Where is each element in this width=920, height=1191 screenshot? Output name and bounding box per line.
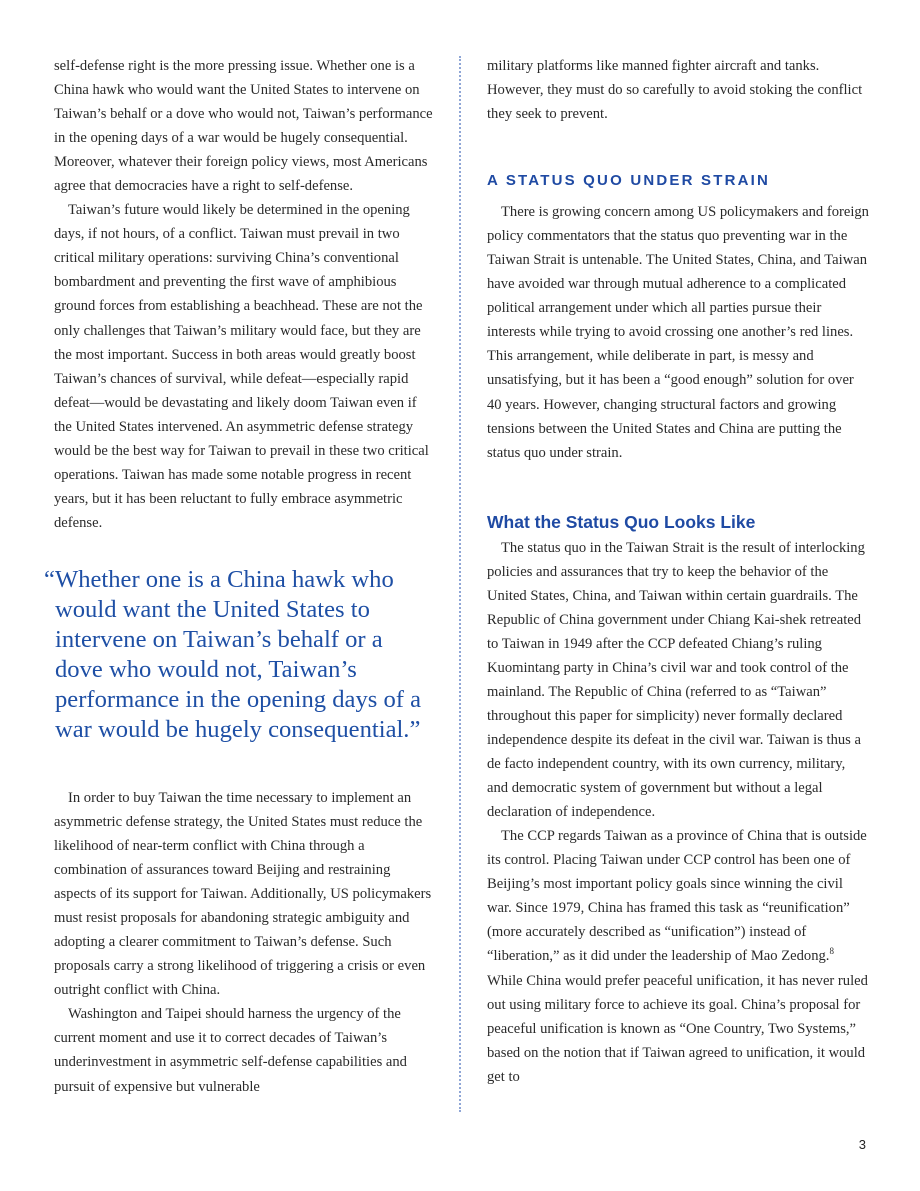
column-divider	[459, 56, 461, 1112]
body-paragraph: In order to buy Taiwan the time necessary to implement an asymmetric defense strategy, the United States must reduce the likelihood of near-term conflict with China through a combination of assurances toward Beijing and restraining aspects of its support for Taiwan. Additionally, US policymakers must resist proposals for abandoning strategic ambiguity and adopting a clearer commitment to Taiwan’s defense. Such proposals carry a strong likelihood of triggering a crisis or even outright conflict with China.	[54, 789, 432, 999]
pull-quote	[44, 565, 436, 745]
subsection-heading: What the Status Quo Looks Like	[487, 511, 756, 532]
body-paragraph: Washington and Taipei should harness the urgency of the current moment and use it to correct decades of Taiwan’s underinvestment in asymmetric self-defense capabilities and pursuit of expensive but vulnerable	[54, 1006, 407, 1095]
section-heading: A STATUS QUO UNDER STRAIN	[487, 172, 771, 190]
paragraph-text: The CCP regards Taiwan as a province of China that is outside its control. Placing Taiwan under CCP control has been one of Beijing’s most important policy goals since winning the civil war. Since 1979, China has framed this task as “reunification” (more accurately described as “unification”) instead of “liberation,” as it did under the leadership of Mao Zedong.	[487, 828, 867, 965]
right-column	[487, 54, 869, 1089]
body-paragraph	[487, 824, 869, 1089]
page-number: 3	[858, 1137, 866, 1152]
pull-quote-open-mark: “	[44, 565, 55, 593]
footnote-reference[interactable]: 8	[829, 946, 834, 957]
body-paragraph: self-defense right is the more pressing issue. Whether one is a China hawk who would want the United States to intervene on Taiwan’s behalf or a dove who would not, Taiwan’s performance in the opening days of a war would be hugely consequential. Moreover, whatever their foreign policy views, most Americans agree that democracies have a right to self-defense.	[54, 58, 433, 195]
body-paragraph: There is growing concern among US policymakers and foreign policy commentators that the status quo preventing war in the Taiwan Strait is untenable. The United States, China, and Taiwan have avoided war through mutual adherence to a complicated political arrangement under which all parties pursue their interests while trying to avoid crossing one another’s red lines. This arrangement, while deliberate in part, is messy and unsatisfying, but it has been a “good enough” solution for over 40 years. However, changing structural factors and growing tensions between the United States and China are putting the status quo under strain.	[487, 204, 869, 461]
body-paragraph: Taiwan’s future would likely be determined in the opening days, if not hours, of a conflict. Taiwan must prevail in two critical military operations: surviving China’s conventional bombardment and preventing the first wave of amphibious ground forces from establishing a beachhead. These are not the only challenges that Taiwan’s military would face, but they are the most important. Success in both areas would greatly boost Taiwan’s chances of survival, while defeat—especially rapid defeat—would be devastating and likely doom Taiwan even if the United States intervened. An asymmetric defense strategy would be the best way for Taiwan to prevail in these two critical operations. Taiwan has made some notable progress in recent years, but it has been reluctant to fully embrace asymmetric defense.	[54, 202, 429, 531]
paragraph-text: While China would prefer peaceful unification, it has never ruled out using military force to achieve its goal. China’s proposal for peaceful unification is known as “One Country, Two Systems,” based on the notion that if Taiwan agreed to unification, it would get to	[487, 972, 868, 1085]
body-paragraph: The status quo in the Taiwan Strait is the result of interlocking policies and assurances that try to keep the behavior of the United States, China, and Taiwan within certain guardrails. The Republic of China government under Chiang Kai-shek retreated to Taiwan in 1949 after the CCP defeated Chiang’s ruling Kuomintang party in China’s civil war and took control of the mainland. The Republic of China (referred to as “Taiwan” throughout this paper for simplicity) never formally declared independence despite its defeat in the civil war. Taiwan is thus a de facto independent country, with its own currency, military, and democratic system of government but without a legal declaration of independence.	[487, 539, 865, 821]
pull-quote-text: Whether one is a China hawk who would want the United States to intervene on Taiwan’s behalf or a dove who would not, Taiwan’s performance in the opening days of a war would be hugely consequential.”	[55, 565, 422, 743]
body-paragraph: military platforms like manned fighter aircraft and tanks. However, they must do so carefully to avoid stoking the conflict they seek to prevent.	[487, 58, 863, 123]
left-column	[44, 54, 436, 1099]
